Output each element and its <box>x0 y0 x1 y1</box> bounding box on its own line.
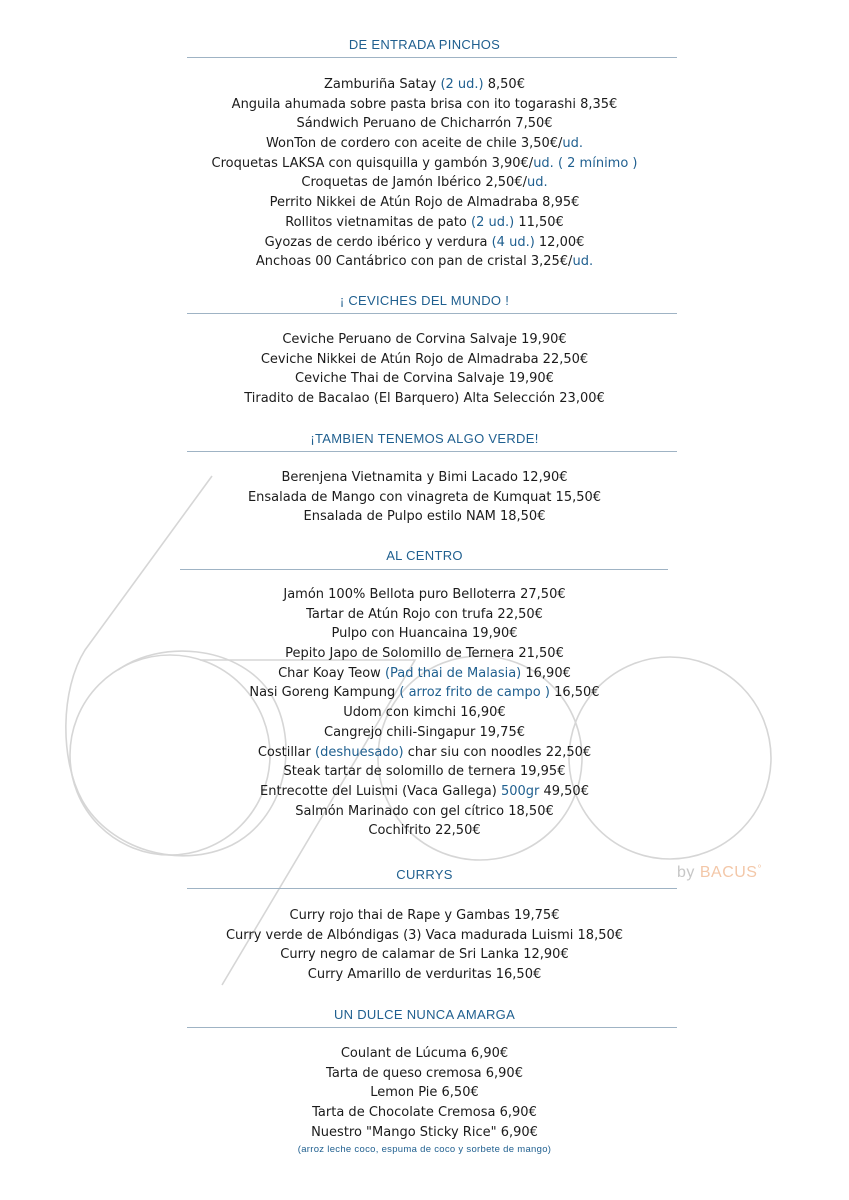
menu-item <box>0 644 849 664</box>
menu-item-text: Nuestro "Mango Sticky Rice" 6,90€ <box>311 1124 538 1140</box>
menu-item <box>0 1064 849 1084</box>
menu-item-text: Pepito Japo de Solomillo de Ternera 21,50€ <box>285 646 564 662</box>
menu-item-detail: (Pad thai de Malasia) <box>384 665 522 681</box>
menu-item <box>0 802 849 822</box>
menu-item-text: Udom con kimchi 16,90€ <box>343 705 506 721</box>
menu-item-text: Gyozas de cerdo ibérico y verdura <box>264 234 492 250</box>
menu-item-detail: (2 ud.) <box>471 214 515 230</box>
menu-item-text: Tartar de Atún Rojo con trufa 22,50€ <box>306 606 543 622</box>
menu-item-detail: ud. ( 2 mínimo ) <box>533 155 638 171</box>
brand-mark: ° <box>757 864 762 875</box>
menu-item-detail: ud. <box>526 175 548 191</box>
menu-item-text: WonTon de cordero con aceite de chile 3,50€/ <box>265 136 563 152</box>
menu-item-detail: ud. <box>562 136 584 152</box>
menu-item <box>0 1103 849 1123</box>
menu-item <box>0 926 849 946</box>
menu-item-text: Char Koay Teow <box>278 665 385 681</box>
section-divider <box>187 313 677 314</box>
menu-item <box>0 507 849 527</box>
menu-item-text: Anchoas 00 Cantábrico con pan de cristal 3,25€/ <box>255 254 573 270</box>
section-title: AL CENTRO <box>386 548 463 563</box>
item-list <box>0 330 849 409</box>
menu-item-text: Rollitos vietnamitas de pato <box>285 214 472 230</box>
menu-item-text: Tiradito de Bacalao (El Barquero) Alta Selección 23,00€ <box>244 391 605 407</box>
menu-item <box>0 782 849 802</box>
item-list <box>0 75 849 272</box>
menu-item <box>0 965 849 985</box>
menu-item <box>0 605 849 625</box>
menu-item-text: Curry Amarillo de verduritas 16,50€ <box>307 967 542 983</box>
menu-item-text: Ensalada de Mango con vinagreta de Kumquat 15,50€ <box>247 489 602 505</box>
menu-item-text: Tarta de queso cremosa 6,90€ <box>326 1065 523 1081</box>
section-title: DE ENTRADA PINCHOS <box>348 37 501 52</box>
menu-item-text: Curry rojo thai de Rape y Gambas 19,75€ <box>289 908 560 923</box>
menu-item-text: 16,50€ <box>549 685 600 701</box>
menu-item-text: 8,50€ <box>483 77 525 92</box>
menu-item-text: Nasi Goreng Kampung <box>249 685 400 701</box>
menu-item <box>0 95 849 115</box>
section-divider <box>187 57 677 58</box>
menu-item <box>0 683 849 703</box>
menu-item-detail: ( arroz frito de campo ) <box>399 685 550 701</box>
menu-item <box>0 723 849 743</box>
menu-item-text: Zamburiña Satay <box>324 77 441 92</box>
section-title: ¡ CEVICHES DEL MUNDO ! <box>339 293 510 308</box>
menu-item-text: 16,90€ <box>521 665 571 681</box>
menu-item-text: Ensalada de Pulpo estilo NAM 18,50€ <box>303 509 546 525</box>
menu-item-text: Salmón Marinado con gel cítrico 18,50€ <box>295 803 554 819</box>
menu-item <box>0 762 849 782</box>
menu-item <box>0 468 849 488</box>
menu-item-detail: 500gr <box>500 783 540 799</box>
section-divider <box>187 1027 677 1028</box>
menu-item <box>0 330 849 350</box>
menu-item <box>0 154 849 174</box>
menu-item <box>0 389 849 409</box>
menu-item <box>0 252 849 272</box>
menu-item <box>0 75 849 95</box>
menu-item-detail: (4 ud.) <box>491 234 535 250</box>
menu-item-text: char siu con noodles 22,50€ <box>403 744 592 760</box>
item-list <box>0 906 849 985</box>
menu-item-text: Anguila ahumada sobre pasta brisa con ito togarashi 8,35€ <box>231 96 618 112</box>
section-title: UN DULCE NUNCA AMARGA <box>333 1007 516 1022</box>
menu-item <box>0 664 849 684</box>
menu-item <box>0 488 849 508</box>
menu-item-text: Curry verde de Albóndigas (3) Vaca madurada Luismi 18,50€ <box>225 927 624 943</box>
menu-item <box>0 173 849 193</box>
menu-item <box>0 350 849 370</box>
menu-item <box>0 585 849 605</box>
menu-item-text: 49,50€ <box>539 783 589 799</box>
section-divider <box>187 888 677 889</box>
menu-item <box>0 703 849 723</box>
menu-item-text: 11,50€ <box>514 214 564 230</box>
menu-item <box>0 945 849 965</box>
menu-item-text: Perrito Nikkei de Atún Rojo de Almadraba 8,95€ <box>269 195 580 211</box>
menu-item <box>0 213 849 233</box>
menu-item <box>0 134 849 154</box>
item-list <box>0 1044 849 1142</box>
menu-item <box>0 114 849 134</box>
menu-item-text: Croquetas de Jamón Ibérico 2,50€/ <box>301 175 527 191</box>
menu-item <box>0 624 849 644</box>
section-title: ¡TAMBIEN TENEMOS ALGO VERDE! <box>310 431 539 446</box>
menu-item <box>0 906 849 926</box>
menu-item-text: Cangrejo chili-Singapur 19,75€ <box>324 724 525 740</box>
menu-item-text: Entrecotte del Luismi (Vaca Gallega) <box>260 783 501 799</box>
menu-item-text: Ceviche Thai de Corvina Salvaje 19,90€ <box>295 371 554 387</box>
menu-item-detail: (deshuesado) <box>315 744 404 760</box>
menu-item <box>0 233 849 253</box>
menu-item <box>0 193 849 213</box>
menu-item-text: Croquetas LAKSA con quisquilla y gambón 3,90€/ <box>211 155 534 171</box>
item-list <box>0 585 849 841</box>
menu-item <box>0 369 849 389</box>
menu-item-text: Pulpo con Huancaina 19,90€ <box>331 626 518 642</box>
menu-item <box>0 1123 849 1143</box>
menu-item <box>0 821 849 841</box>
section-divider <box>180 569 668 570</box>
menu-item-text: Cochifrito 22,50€ <box>368 823 481 839</box>
dessert-note: (arroz leche coco, espuma de coco y sorbete de mango) <box>297 1144 552 1155</box>
menu-item <box>0 743 849 763</box>
section-divider <box>187 451 677 452</box>
brand-name: BACUS <box>699 864 758 881</box>
item-list <box>0 468 849 527</box>
menu-item-text: Ceviche Peruano de Corvina Salvaje 19,90€ <box>282 332 567 347</box>
menu-item <box>0 1083 849 1103</box>
menu-item <box>0 1044 849 1064</box>
menu-item-text: Ceviche Nikkei de Atún Rojo de Almadraba 22,50€ <box>260 351 589 367</box>
brand-prefix: by <box>677 864 700 881</box>
menu-item-text: Lemon Pie 6,50€ <box>370 1085 479 1101</box>
menu-item-text: Sándwich Peruano de Chicharrón 7,50€ <box>296 116 553 132</box>
menu-item-text: Berenjena Vietnamita y Bimi Lacado 12,90€ <box>281 470 568 485</box>
menu-item-text: Curry negro de calamar de Sri Lanka 12,90€ <box>280 947 569 963</box>
menu-item-text: Tarta de Chocolate Cremosa 6,90€ <box>312 1105 537 1121</box>
section-title: CURRYS <box>396 867 453 882</box>
menu-item-text: Steak tartar de solomillo de ternera 19,95€ <box>283 764 566 780</box>
menu-item-text: 12,00€ <box>534 234 585 250</box>
menu-item-detail: ud. <box>572 254 594 270</box>
menu-item-detail: (2 ud.) <box>440 77 484 92</box>
menu-item-text: Costillar <box>257 744 315 760</box>
menu-item-text: Jamón 100% Bellota puro Belloterra 27,50€ <box>283 587 566 602</box>
menu-item-text: Coulant de Lúcuma 6,90€ <box>340 1046 509 1061</box>
